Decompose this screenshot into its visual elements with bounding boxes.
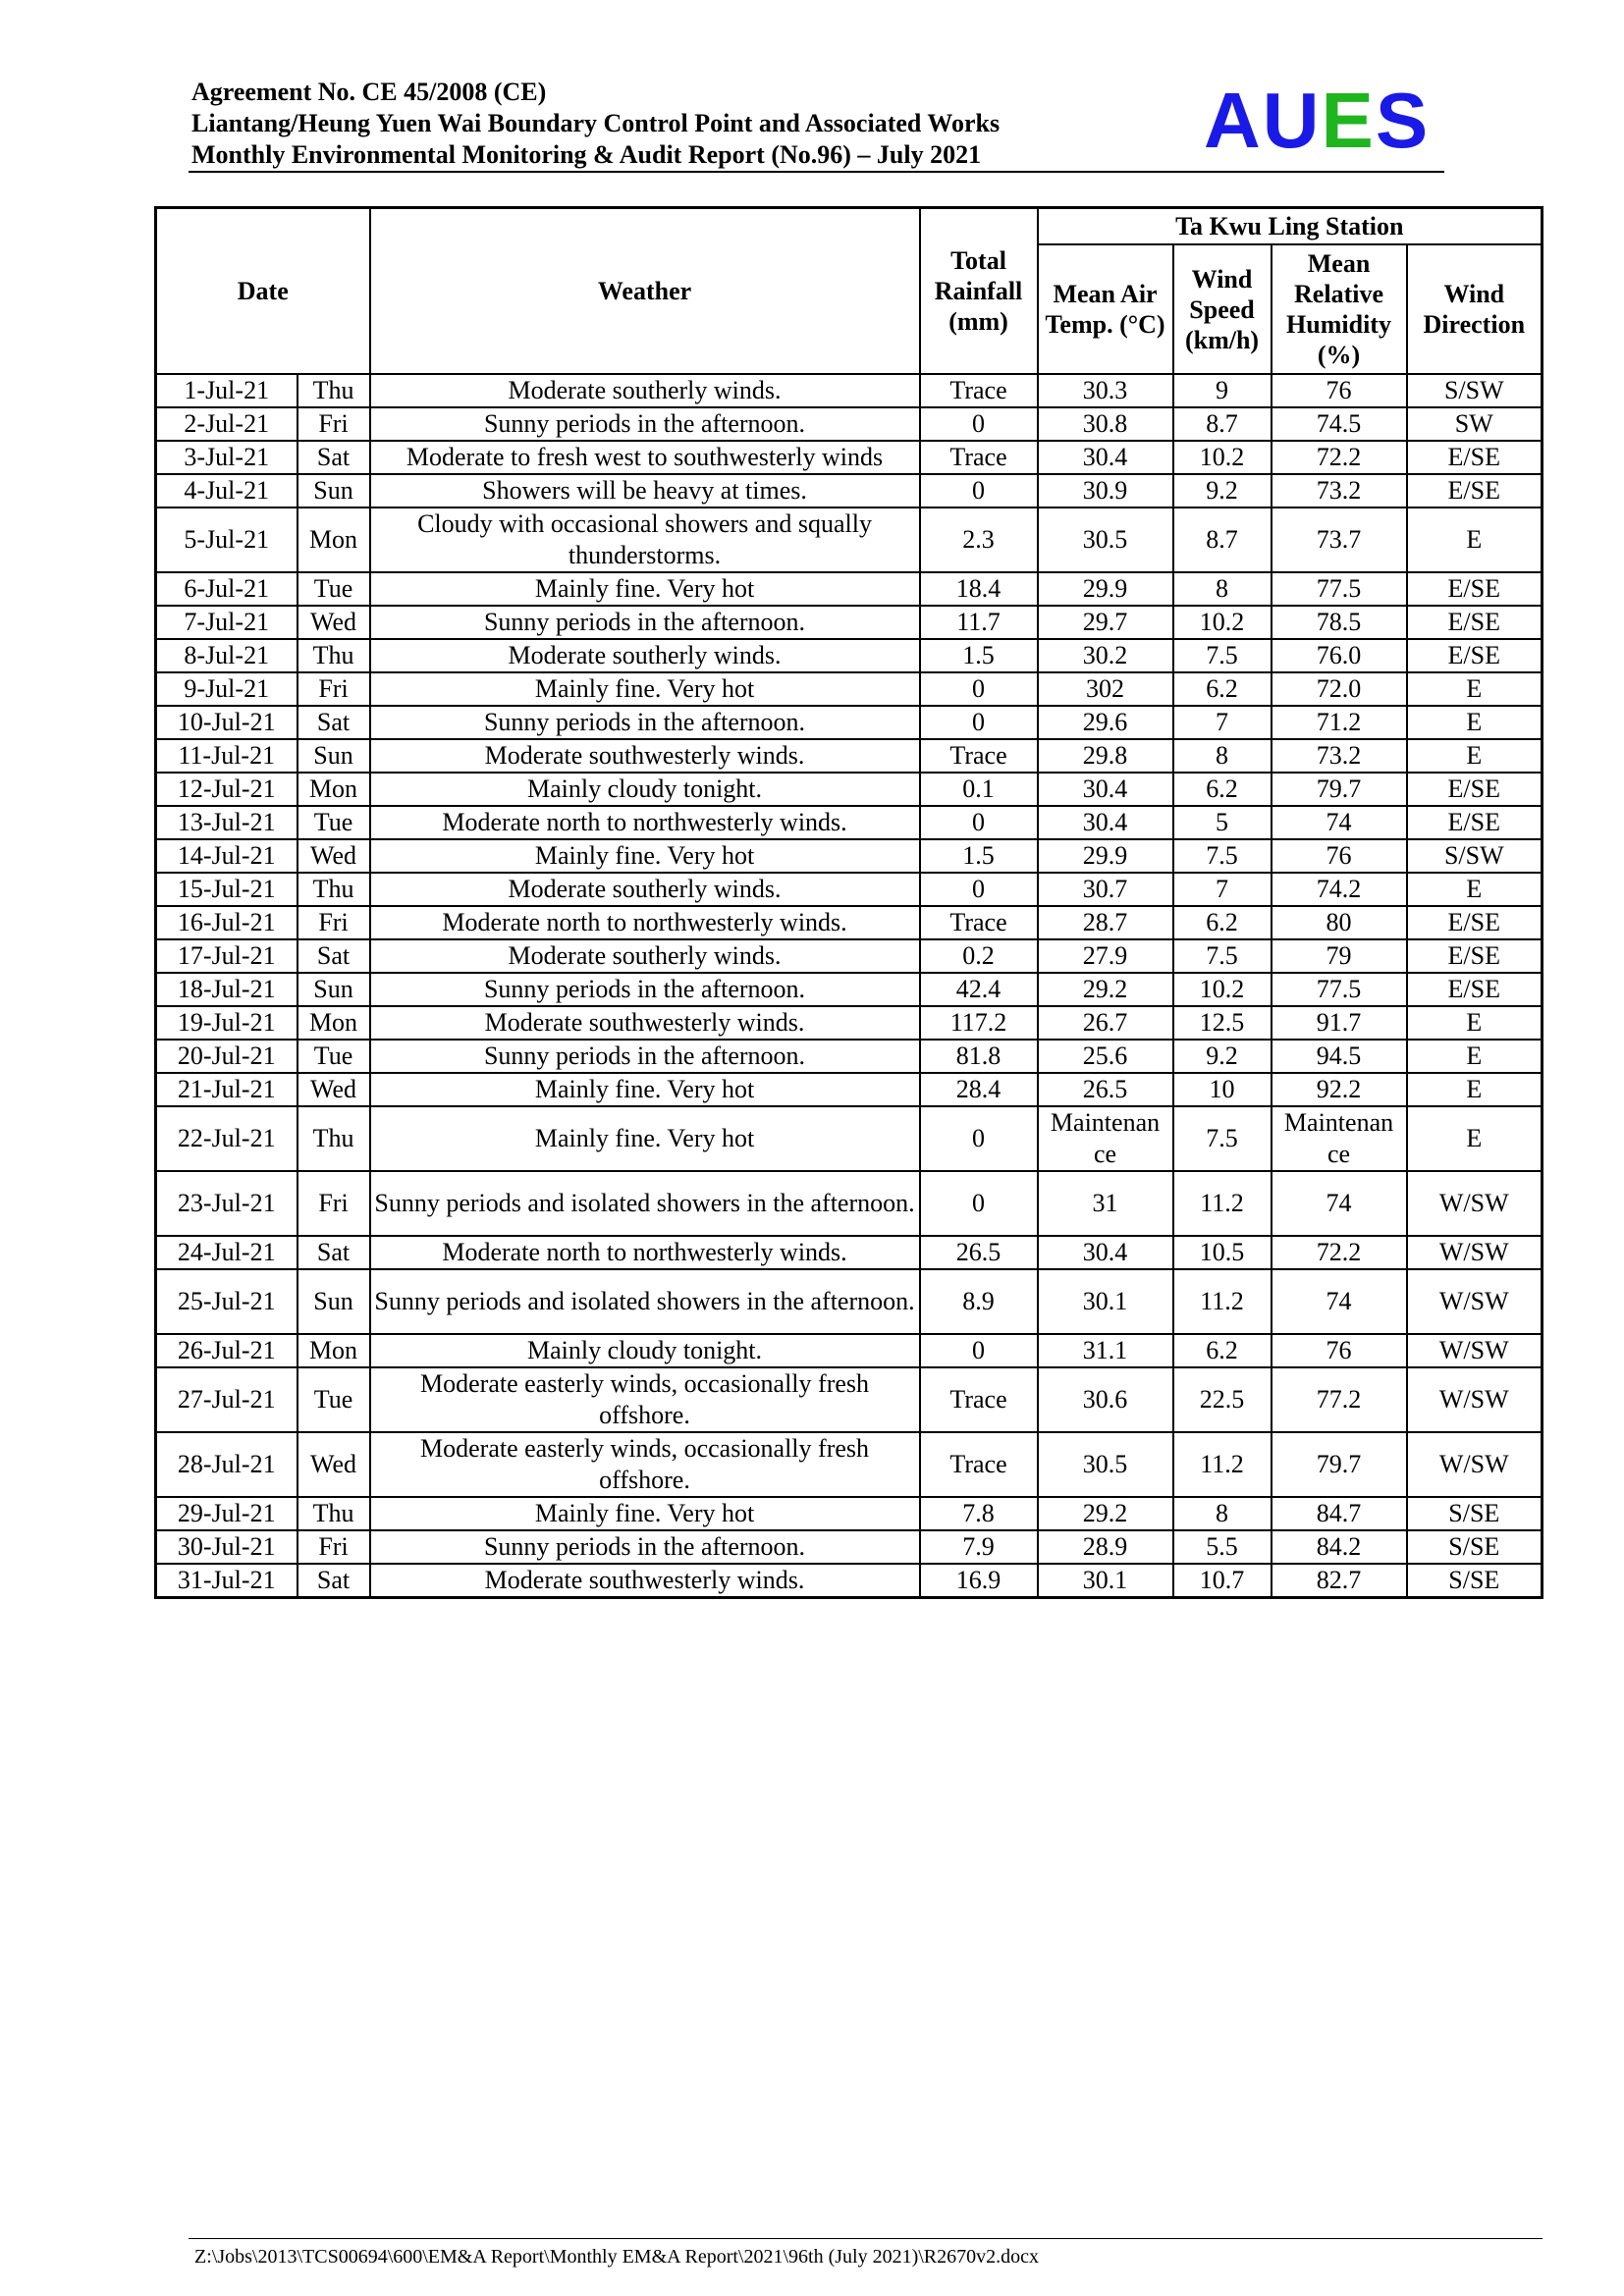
cell-day: Mon: [298, 1334, 370, 1367]
cell-day: Thu: [298, 374, 370, 407]
cell-rainfall: 0: [920, 474, 1038, 507]
table-row: [156, 1334, 1543, 1367]
cell-weather: Sunny periods and isolated showers in the afternoon.: [370, 1171, 920, 1236]
cell-wind-speed: 7.5: [1173, 639, 1272, 672]
cell-day: Tue: [298, 806, 370, 839]
cell-date: 2-Jul-21: [156, 407, 298, 441]
table-row: [156, 474, 1543, 507]
cell-rainfall: 117.2: [920, 1006, 1038, 1040]
cell-rainfall: 81.8: [920, 1040, 1038, 1073]
cell-date: 13-Jul-21: [156, 806, 298, 839]
cell-humidity: 92.2: [1272, 1073, 1407, 1106]
cell-day: Fri: [298, 1530, 370, 1564]
cell-wind-direction: W/SW: [1407, 1171, 1543, 1236]
cell-rainfall: 7.9: [920, 1530, 1038, 1564]
cell-wind-direction: E: [1407, 507, 1543, 572]
cell-wind-direction: E/SE: [1407, 441, 1543, 474]
cell-humidity: 84.2: [1272, 1530, 1407, 1564]
cell-rainfall: 0: [920, 672, 1038, 706]
table-row: [156, 1171, 1543, 1236]
cell-humidity: 94.5: [1272, 1040, 1407, 1073]
cell-humidity: 74: [1272, 1171, 1407, 1236]
report-title: Monthly Environmental Monitoring & Audit Report (No.96) – July 2021: [191, 140, 982, 169]
cell-rainfall: 26.5: [920, 1236, 1038, 1269]
aues-logo: [1204, 77, 1430, 165]
cell-humidity: 72.2: [1272, 441, 1407, 474]
cell-temp: 30.1: [1038, 1269, 1173, 1334]
cell-rainfall: Trace: [920, 1432, 1038, 1497]
cell-temp: 29.2: [1038, 1497, 1173, 1530]
cell-humidity: 77.5: [1272, 572, 1407, 606]
cell-wind-direction: E: [1407, 1006, 1543, 1040]
logo-part-au: AU: [1204, 77, 1322, 164]
cell-date: 28-Jul-21: [156, 1432, 298, 1497]
cell-temp: 26.7: [1038, 1006, 1173, 1040]
table-row: [156, 374, 1543, 407]
cell-weather: Moderate southwesterly winds.: [370, 1564, 920, 1598]
table-row: [156, 672, 1543, 706]
cell-wind-speed: 10.2: [1173, 441, 1272, 474]
table-row: [156, 1269, 1543, 1334]
cell-temp: 30.8: [1038, 407, 1173, 441]
cell-temp: 29.9: [1038, 572, 1173, 606]
table-row: [156, 1040, 1543, 1073]
cell-rainfall: 0: [920, 407, 1038, 441]
cell-weather: Sunny periods in the afternoon.: [370, 1530, 920, 1564]
table-row: [156, 1497, 1543, 1530]
cell-day: Tue: [298, 1040, 370, 1073]
table-row: [156, 739, 1543, 773]
cell-humidity: 76.0: [1272, 639, 1407, 672]
cell-wind-direction: E/SE: [1407, 639, 1543, 672]
cell-temp: 28.9: [1038, 1530, 1173, 1564]
cell-temp: Maintenan ce: [1038, 1106, 1173, 1171]
cell-wind-speed: 8.7: [1173, 407, 1272, 441]
cell-wind-direction: E/SE: [1407, 773, 1543, 806]
table-row: [156, 606, 1543, 639]
cell-temp: 29.2: [1038, 973, 1173, 1006]
table-row: [156, 839, 1543, 873]
cell-day: Fri: [298, 407, 370, 441]
cell-wind-direction: W/SW: [1407, 1367, 1543, 1432]
cell-rainfall: 0: [920, 1106, 1038, 1171]
cell-humidity: 74: [1272, 806, 1407, 839]
cell-date: 3-Jul-21: [156, 441, 298, 474]
cell-day: Tue: [298, 1367, 370, 1432]
table-row: [156, 1006, 1543, 1040]
cell-date: 10-Jul-21: [156, 706, 298, 739]
cell-weather: Moderate southerly winds.: [370, 374, 920, 407]
table-row: [156, 1367, 1543, 1432]
cell-temp: 30.4: [1038, 441, 1173, 474]
project-title: Liantang/Heung Yuen Wai Boundary Control Point and Associated Works: [191, 109, 1001, 137]
cell-humidity: 76: [1272, 374, 1407, 407]
cell-rainfall: Trace: [920, 906, 1038, 939]
cell-date: 21-Jul-21: [156, 1073, 298, 1106]
cell-wind-speed: 5.5: [1173, 1530, 1272, 1564]
logo-part-e: E: [1321, 77, 1376, 164]
cell-day: Wed: [298, 1432, 370, 1497]
cell-wind-direction: E/SE: [1407, 939, 1543, 973]
table-row: [156, 973, 1543, 1006]
cell-temp: 26.5: [1038, 1073, 1173, 1106]
cell-day: Sat: [298, 706, 370, 739]
cell-temp: 28.7: [1038, 906, 1173, 939]
cell-wind-direction: E/SE: [1407, 806, 1543, 839]
table-row: [156, 407, 1543, 441]
header-station: Ta Kwu Ling Station: [1038, 208, 1543, 245]
cell-rainfall: 16.9: [920, 1564, 1038, 1598]
cell-wind-direction: W/SW: [1407, 1432, 1543, 1497]
cell-weather: Mainly fine. Very hot: [370, 1106, 920, 1171]
cell-weather: Showers will be heavy at times.: [370, 474, 920, 507]
cell-weather: Mainly fine. Very hot: [370, 1497, 920, 1530]
cell-date: 1-Jul-21: [156, 374, 298, 407]
cell-weather: Moderate southerly winds.: [370, 873, 920, 906]
cell-wind-direction: E/SE: [1407, 973, 1543, 1006]
cell-rainfall: 1.5: [920, 639, 1038, 672]
cell-weather: Moderate southwesterly winds.: [370, 739, 920, 773]
cell-wind-speed: 9.2: [1173, 474, 1272, 507]
table-row: [156, 873, 1543, 906]
cell-day: Wed: [298, 606, 370, 639]
cell-wind-direction: E/SE: [1407, 474, 1543, 507]
cell-wind-speed: 9.2: [1173, 1040, 1272, 1073]
cell-day: Fri: [298, 1171, 370, 1236]
cell-weather: Moderate to fresh west to southwesterly winds: [370, 441, 920, 474]
cell-humidity: 79: [1272, 939, 1407, 973]
cell-date: 9-Jul-21: [156, 672, 298, 706]
cell-temp: 27.9: [1038, 939, 1173, 973]
header-humidity: Mean Relative Humidity (%): [1272, 244, 1407, 374]
cell-wind-direction: E/SE: [1407, 606, 1543, 639]
cell-wind-direction: W/SW: [1407, 1334, 1543, 1367]
cell-wind-speed: 8.7: [1173, 507, 1272, 572]
cell-date: 7-Jul-21: [156, 606, 298, 639]
cell-temp: 30.4: [1038, 773, 1173, 806]
cell-humidity: 73.7: [1272, 507, 1407, 572]
file-path: Z:\Jobs\2013\TCS00694\600\EM&A Report\Monthly EM&A Report\2021\96th (July 2021)\R2670v2.docx: [194, 2246, 1040, 2268]
cell-humidity: Maintenan ce: [1272, 1106, 1407, 1171]
cell-rainfall: 0: [920, 873, 1038, 906]
cell-weather: Moderate southerly winds.: [370, 939, 920, 973]
cell-wind-speed: 12.5: [1173, 1006, 1272, 1040]
cell-rainfall: Trace: [920, 739, 1038, 773]
cell-day: Sat: [298, 939, 370, 973]
cell-wind-speed: 7.5: [1173, 839, 1272, 873]
cell-wind-direction: E: [1407, 873, 1543, 906]
cell-rainfall: 0.1: [920, 773, 1038, 806]
logo-part-s: S: [1375, 77, 1431, 164]
cell-wind-direction: E: [1407, 1073, 1543, 1106]
cell-day: Sat: [298, 441, 370, 474]
cell-date: 11-Jul-21: [156, 739, 298, 773]
cell-humidity: 84.7: [1272, 1497, 1407, 1530]
cell-day: Mon: [298, 507, 370, 572]
cell-date: 14-Jul-21: [156, 839, 298, 873]
cell-rainfall: 18.4: [920, 572, 1038, 606]
cell-humidity: 77.2: [1272, 1367, 1407, 1432]
cell-temp: 29.6: [1038, 706, 1173, 739]
cell-wind-speed: 7: [1173, 873, 1272, 906]
cell-wind-direction: E: [1407, 706, 1543, 739]
header-weather: Weather: [370, 208, 920, 375]
cell-temp: 30.4: [1038, 806, 1173, 839]
cell-wind-direction: S/SE: [1407, 1530, 1543, 1564]
cell-date: 19-Jul-21: [156, 1006, 298, 1040]
cell-wind-direction: S/SE: [1407, 1497, 1543, 1530]
cell-weather: Moderate north to northwesterly winds.: [370, 806, 920, 839]
cell-temp: 30.1: [1038, 1564, 1173, 1598]
table-row: [156, 806, 1543, 839]
table-row: [156, 441, 1543, 474]
cell-humidity: 79.7: [1272, 1432, 1407, 1497]
cell-weather: Moderate easterly winds, occasionally fresh offshore.: [370, 1367, 920, 1432]
cell-wind-speed: 10.7: [1173, 1564, 1272, 1598]
table-row: [156, 706, 1543, 739]
cell-weather: Mainly fine. Very hot: [370, 572, 920, 606]
cell-wind-direction: S/SW: [1407, 839, 1543, 873]
cell-date: 27-Jul-21: [156, 1367, 298, 1432]
cell-weather: Mainly fine. Very hot: [370, 672, 920, 706]
cell-wind-direction: E: [1407, 1040, 1543, 1073]
cell-humidity: 74: [1272, 1269, 1407, 1334]
cell-date: 25-Jul-21: [156, 1269, 298, 1334]
table-row: [156, 572, 1543, 606]
header-temp: Mean Air Temp. (°C): [1038, 244, 1173, 374]
cell-date: 8-Jul-21: [156, 639, 298, 672]
cell-weather: Mainly cloudy tonight.: [370, 1334, 920, 1367]
cell-wind-speed: 10.5: [1173, 1236, 1272, 1269]
cell-date: 20-Jul-21: [156, 1040, 298, 1073]
cell-weather: Moderate southerly winds.: [370, 639, 920, 672]
cell-humidity: 72.0: [1272, 672, 1407, 706]
cell-weather: Mainly fine. Very hot: [370, 839, 920, 873]
cell-day: Sun: [298, 739, 370, 773]
cell-wind-direction: E: [1407, 672, 1543, 706]
cell-humidity: 73.2: [1272, 474, 1407, 507]
cell-rainfall: 11.7: [920, 606, 1038, 639]
cell-day: Thu: [298, 639, 370, 672]
cell-weather: Sunny periods in the afternoon.: [370, 973, 920, 1006]
cell-date: 23-Jul-21: [156, 1171, 298, 1236]
cell-day: Mon: [298, 773, 370, 806]
cell-rainfall: Trace: [920, 1367, 1038, 1432]
cell-humidity: 77.5: [1272, 973, 1407, 1006]
table-row: [156, 939, 1543, 973]
table-row: [156, 906, 1543, 939]
cell-wind-speed: 10: [1173, 1073, 1272, 1106]
cell-rainfall: 0: [920, 1171, 1038, 1236]
cell-wind-speed: 9: [1173, 374, 1272, 407]
cell-wind-speed: 8: [1173, 1497, 1272, 1530]
cell-humidity: 82.7: [1272, 1564, 1407, 1598]
table-row: [156, 1564, 1543, 1598]
cell-date: 5-Jul-21: [156, 507, 298, 572]
cell-temp: 29.9: [1038, 839, 1173, 873]
cell-day: Mon: [298, 1006, 370, 1040]
cell-humidity: 91.7: [1272, 1006, 1407, 1040]
cell-date: 17-Jul-21: [156, 939, 298, 973]
cell-date: 16-Jul-21: [156, 906, 298, 939]
cell-rainfall: 0: [920, 806, 1038, 839]
header-wind-direction: Wind Direction: [1407, 244, 1543, 374]
cell-day: Fri: [298, 672, 370, 706]
cell-rainfall: Trace: [920, 441, 1038, 474]
table-row: [156, 1073, 1543, 1106]
cell-wind-speed: 7.5: [1173, 1106, 1272, 1171]
cell-temp: 30.2: [1038, 639, 1173, 672]
table-row: [156, 1236, 1543, 1269]
agreement-number: Agreement No. CE 45/2008 (CE): [191, 78, 547, 106]
cell-weather: Moderate north to northwesterly winds.: [370, 906, 920, 939]
cell-wind-speed: 6.2: [1173, 1334, 1272, 1367]
cell-wind-speed: 7.5: [1173, 939, 1272, 973]
cell-date: 31-Jul-21: [156, 1564, 298, 1598]
cell-weather: Sunny periods in the afternoon.: [370, 706, 920, 739]
cell-wind-speed: 7: [1173, 706, 1272, 739]
cell-date: 4-Jul-21: [156, 474, 298, 507]
cell-date: 26-Jul-21: [156, 1334, 298, 1367]
cell-humidity: 78.5: [1272, 606, 1407, 639]
cell-wind-speed: 6.2: [1173, 906, 1272, 939]
table-row: [156, 773, 1543, 806]
cell-rainfall: 28.4: [920, 1073, 1038, 1106]
cell-weather: Sunny periods in the afternoon.: [370, 606, 920, 639]
cell-day: Thu: [298, 1106, 370, 1171]
cell-date: 18-Jul-21: [156, 973, 298, 1006]
cell-wind-direction: E/SE: [1407, 572, 1543, 606]
cell-temp: 31: [1038, 1171, 1173, 1236]
cell-wind-speed: 8: [1173, 739, 1272, 773]
cell-wind-speed: 6.2: [1173, 672, 1272, 706]
cell-weather: Moderate southwesterly winds.: [370, 1006, 920, 1040]
cell-day: Sat: [298, 1564, 370, 1598]
cell-temp: 30.5: [1038, 1432, 1173, 1497]
cell-temp: 31.1: [1038, 1334, 1173, 1367]
table-row: [156, 507, 1543, 572]
cell-rainfall: 7.8: [920, 1497, 1038, 1530]
cell-rainfall: 0.2: [920, 939, 1038, 973]
cell-temp: 29.7: [1038, 606, 1173, 639]
cell-humidity: 74.5: [1272, 407, 1407, 441]
cell-date: 12-Jul-21: [156, 773, 298, 806]
footer-divider: [189, 2238, 1543, 2239]
cell-temp: 30.9: [1038, 474, 1173, 507]
cell-weather: Mainly cloudy tonight.: [370, 773, 920, 806]
cell-day: Sun: [298, 973, 370, 1006]
cell-wind-speed: 8: [1173, 572, 1272, 606]
cell-day: Sun: [298, 1269, 370, 1334]
cell-date: 15-Jul-21: [156, 873, 298, 906]
cell-temp: 30.6: [1038, 1367, 1173, 1432]
cell-wind-speed: 22.5: [1173, 1367, 1272, 1432]
cell-weather: Sunny periods in the afternoon.: [370, 1040, 920, 1073]
cell-wind-speed: 11.2: [1173, 1432, 1272, 1497]
cell-date: 29-Jul-21: [156, 1497, 298, 1530]
cell-rainfall: 2.3: [920, 507, 1038, 572]
header-wind-speed: Wind Speed (km/h): [1173, 244, 1272, 374]
cell-rainfall: 8.9: [920, 1269, 1038, 1334]
cell-weather: Sunny periods and isolated showers in the afternoon.: [370, 1269, 920, 1334]
cell-wind-direction: S/SW: [1407, 374, 1543, 407]
cell-weather: Cloudy with occasional showers and squally thunderstorms.: [370, 507, 920, 572]
cell-rainfall: 0: [920, 706, 1038, 739]
cell-rainfall: Trace: [920, 374, 1038, 407]
cell-day: Sat: [298, 1236, 370, 1269]
cell-day: Thu: [298, 873, 370, 906]
cell-temp: 302: [1038, 672, 1173, 706]
cell-humidity: 71.2: [1272, 706, 1407, 739]
cell-wind-speed: 5: [1173, 806, 1272, 839]
cell-day: Thu: [298, 1497, 370, 1530]
cell-weather: Moderate easterly winds, occasionally fresh offshore.: [370, 1432, 920, 1497]
cell-rainfall: 0: [920, 1334, 1038, 1367]
cell-humidity: 76: [1272, 839, 1407, 873]
cell-temp: 30.4: [1038, 1236, 1173, 1269]
table-row: [156, 1530, 1543, 1564]
cell-date: 30-Jul-21: [156, 1530, 298, 1564]
table-row: [156, 1106, 1543, 1171]
header-rainfall: Total Rainfall (mm): [920, 208, 1038, 375]
cell-humidity: 72.2: [1272, 1236, 1407, 1269]
cell-humidity: 80: [1272, 906, 1407, 939]
header-divider: [189, 171, 1444, 173]
cell-wind-direction: E: [1407, 1106, 1543, 1171]
cell-weather: Sunny periods in the afternoon.: [370, 407, 920, 441]
cell-temp: 30.3: [1038, 374, 1173, 407]
cell-day: Wed: [298, 1073, 370, 1106]
cell-temp: 25.6: [1038, 1040, 1173, 1073]
header-date: Date: [156, 208, 370, 375]
cell-date: 24-Jul-21: [156, 1236, 298, 1269]
cell-rainfall: 1.5: [920, 839, 1038, 873]
cell-rainfall: 42.4: [920, 973, 1038, 1006]
cell-wind-direction: E/SE: [1407, 906, 1543, 939]
cell-wind-direction: W/SW: [1407, 1236, 1543, 1269]
cell-wind-speed: 11.2: [1173, 1171, 1272, 1236]
cell-day: Sun: [298, 474, 370, 507]
cell-day: Tue: [298, 572, 370, 606]
weather-table: [154, 206, 1543, 1599]
cell-humidity: 73.2: [1272, 739, 1407, 773]
cell-wind-direction: E: [1407, 739, 1543, 773]
cell-humidity: 76: [1272, 1334, 1407, 1367]
cell-temp: 29.8: [1038, 739, 1173, 773]
cell-weather: Mainly fine. Very hot: [370, 1073, 920, 1106]
cell-wind-direction: W/SW: [1407, 1269, 1543, 1334]
cell-wind-speed: 11.2: [1173, 1269, 1272, 1334]
cell-humidity: 74.2: [1272, 873, 1407, 906]
cell-wind-direction: SW: [1407, 407, 1543, 441]
cell-wind-speed: 10.2: [1173, 973, 1272, 1006]
cell-wind-speed: 6.2: [1173, 773, 1272, 806]
table-row: [156, 639, 1543, 672]
cell-temp: 30.5: [1038, 507, 1173, 572]
cell-day: Fri: [298, 906, 370, 939]
table-row: [156, 1432, 1543, 1497]
cell-day: Wed: [298, 839, 370, 873]
cell-wind-speed: 10.2: [1173, 606, 1272, 639]
cell-weather: Moderate north to northwesterly winds.: [370, 1236, 920, 1269]
cell-humidity: 79.7: [1272, 773, 1407, 806]
cell-date: 6-Jul-21: [156, 572, 298, 606]
cell-date: 22-Jul-21: [156, 1106, 298, 1171]
cell-temp: 30.7: [1038, 873, 1173, 906]
cell-wind-direction: S/SE: [1407, 1564, 1543, 1598]
